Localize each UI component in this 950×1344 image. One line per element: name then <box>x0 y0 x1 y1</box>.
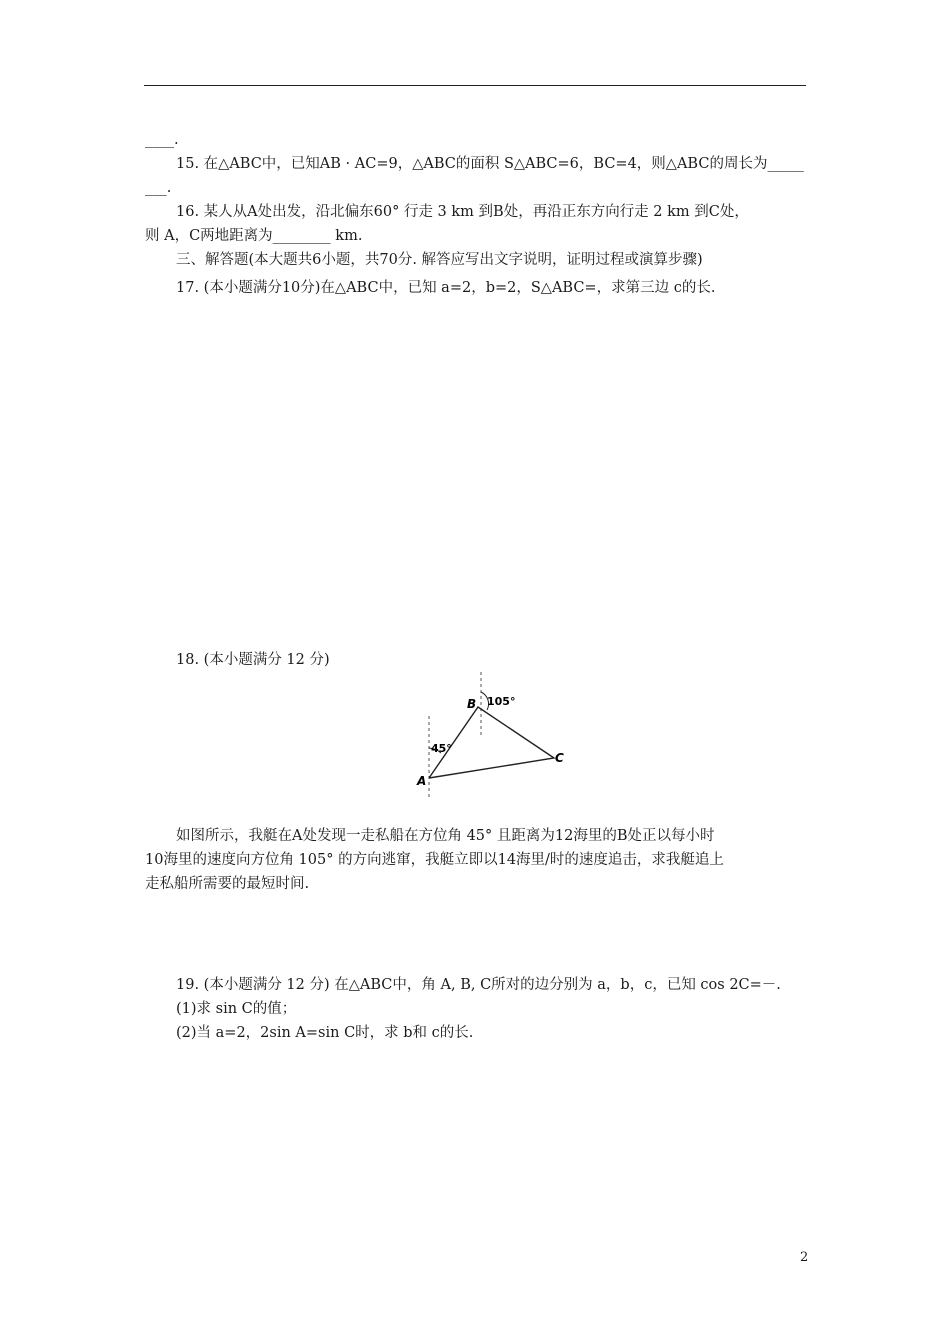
question-17: 17. (本小题满分10分)在△ABC中，已知 a=2，b=2，S△ABC=，求第三边 c的长. <box>176 280 716 296</box>
question-18-header: 18. (本小题满分 12 分) <box>176 652 330 668</box>
question-18-line1: 如图所示，我艇在A处发现一走私船在方位角 45° 且距离为12海里的B处正以每小时 <box>176 828 715 844</box>
vertex-label-c: C <box>555 751 564 765</box>
question-15-blank-continued: ___. <box>145 180 172 196</box>
question-15: 15. 在△ABC中，已知AB · AC=9，△ABC的面积 S△ABC=6，BC=4，则△ABC的周长为_____ <box>176 156 804 172</box>
page-number: 2 <box>800 1250 809 1265</box>
angle-label-105: 105° <box>487 695 516 708</box>
question-18-line2: 10海里的速度向方位角 105° 的方向逃窜，我艇立即以14海里/时的速度追击，求我艇追上 <box>145 852 724 868</box>
question-19: 19. (本小题满分 12 分) 在△ABC中，角 A, B, C所对的边分别为 a，b，c，已知 cos 2C=－. <box>176 977 781 993</box>
angle-label-45: 45° <box>431 742 452 755</box>
answer-blank-continued: ____. <box>145 132 179 148</box>
header-rule <box>144 85 806 86</box>
vertex-label-b: B <box>467 697 477 711</box>
question-19-part1: (1)求 sin C的值； <box>176 1001 297 1017</box>
question-16-line2: 则 A，C两地距离为________ km. <box>145 228 363 244</box>
section-3-heading: 三、解答题(本大题共6小题，共70分. 解答应写出文字说明，证明过程或演算步骤) <box>176 252 703 268</box>
question-16-line1: 16. 某人从A处出发，沿北偏东60° 行走 3 km 到B处，再沿正东方向行走 2 km 到C处， <box>176 204 749 220</box>
question-18-line3: 走私船所需要的最短时间. <box>145 876 310 892</box>
vertex-label-a: A <box>417 774 427 788</box>
question-19-part2: (2)当 a=2，2sin A=sin C时，求 b和 c的长. <box>176 1025 474 1041</box>
navigation-figure <box>415 668 575 800</box>
